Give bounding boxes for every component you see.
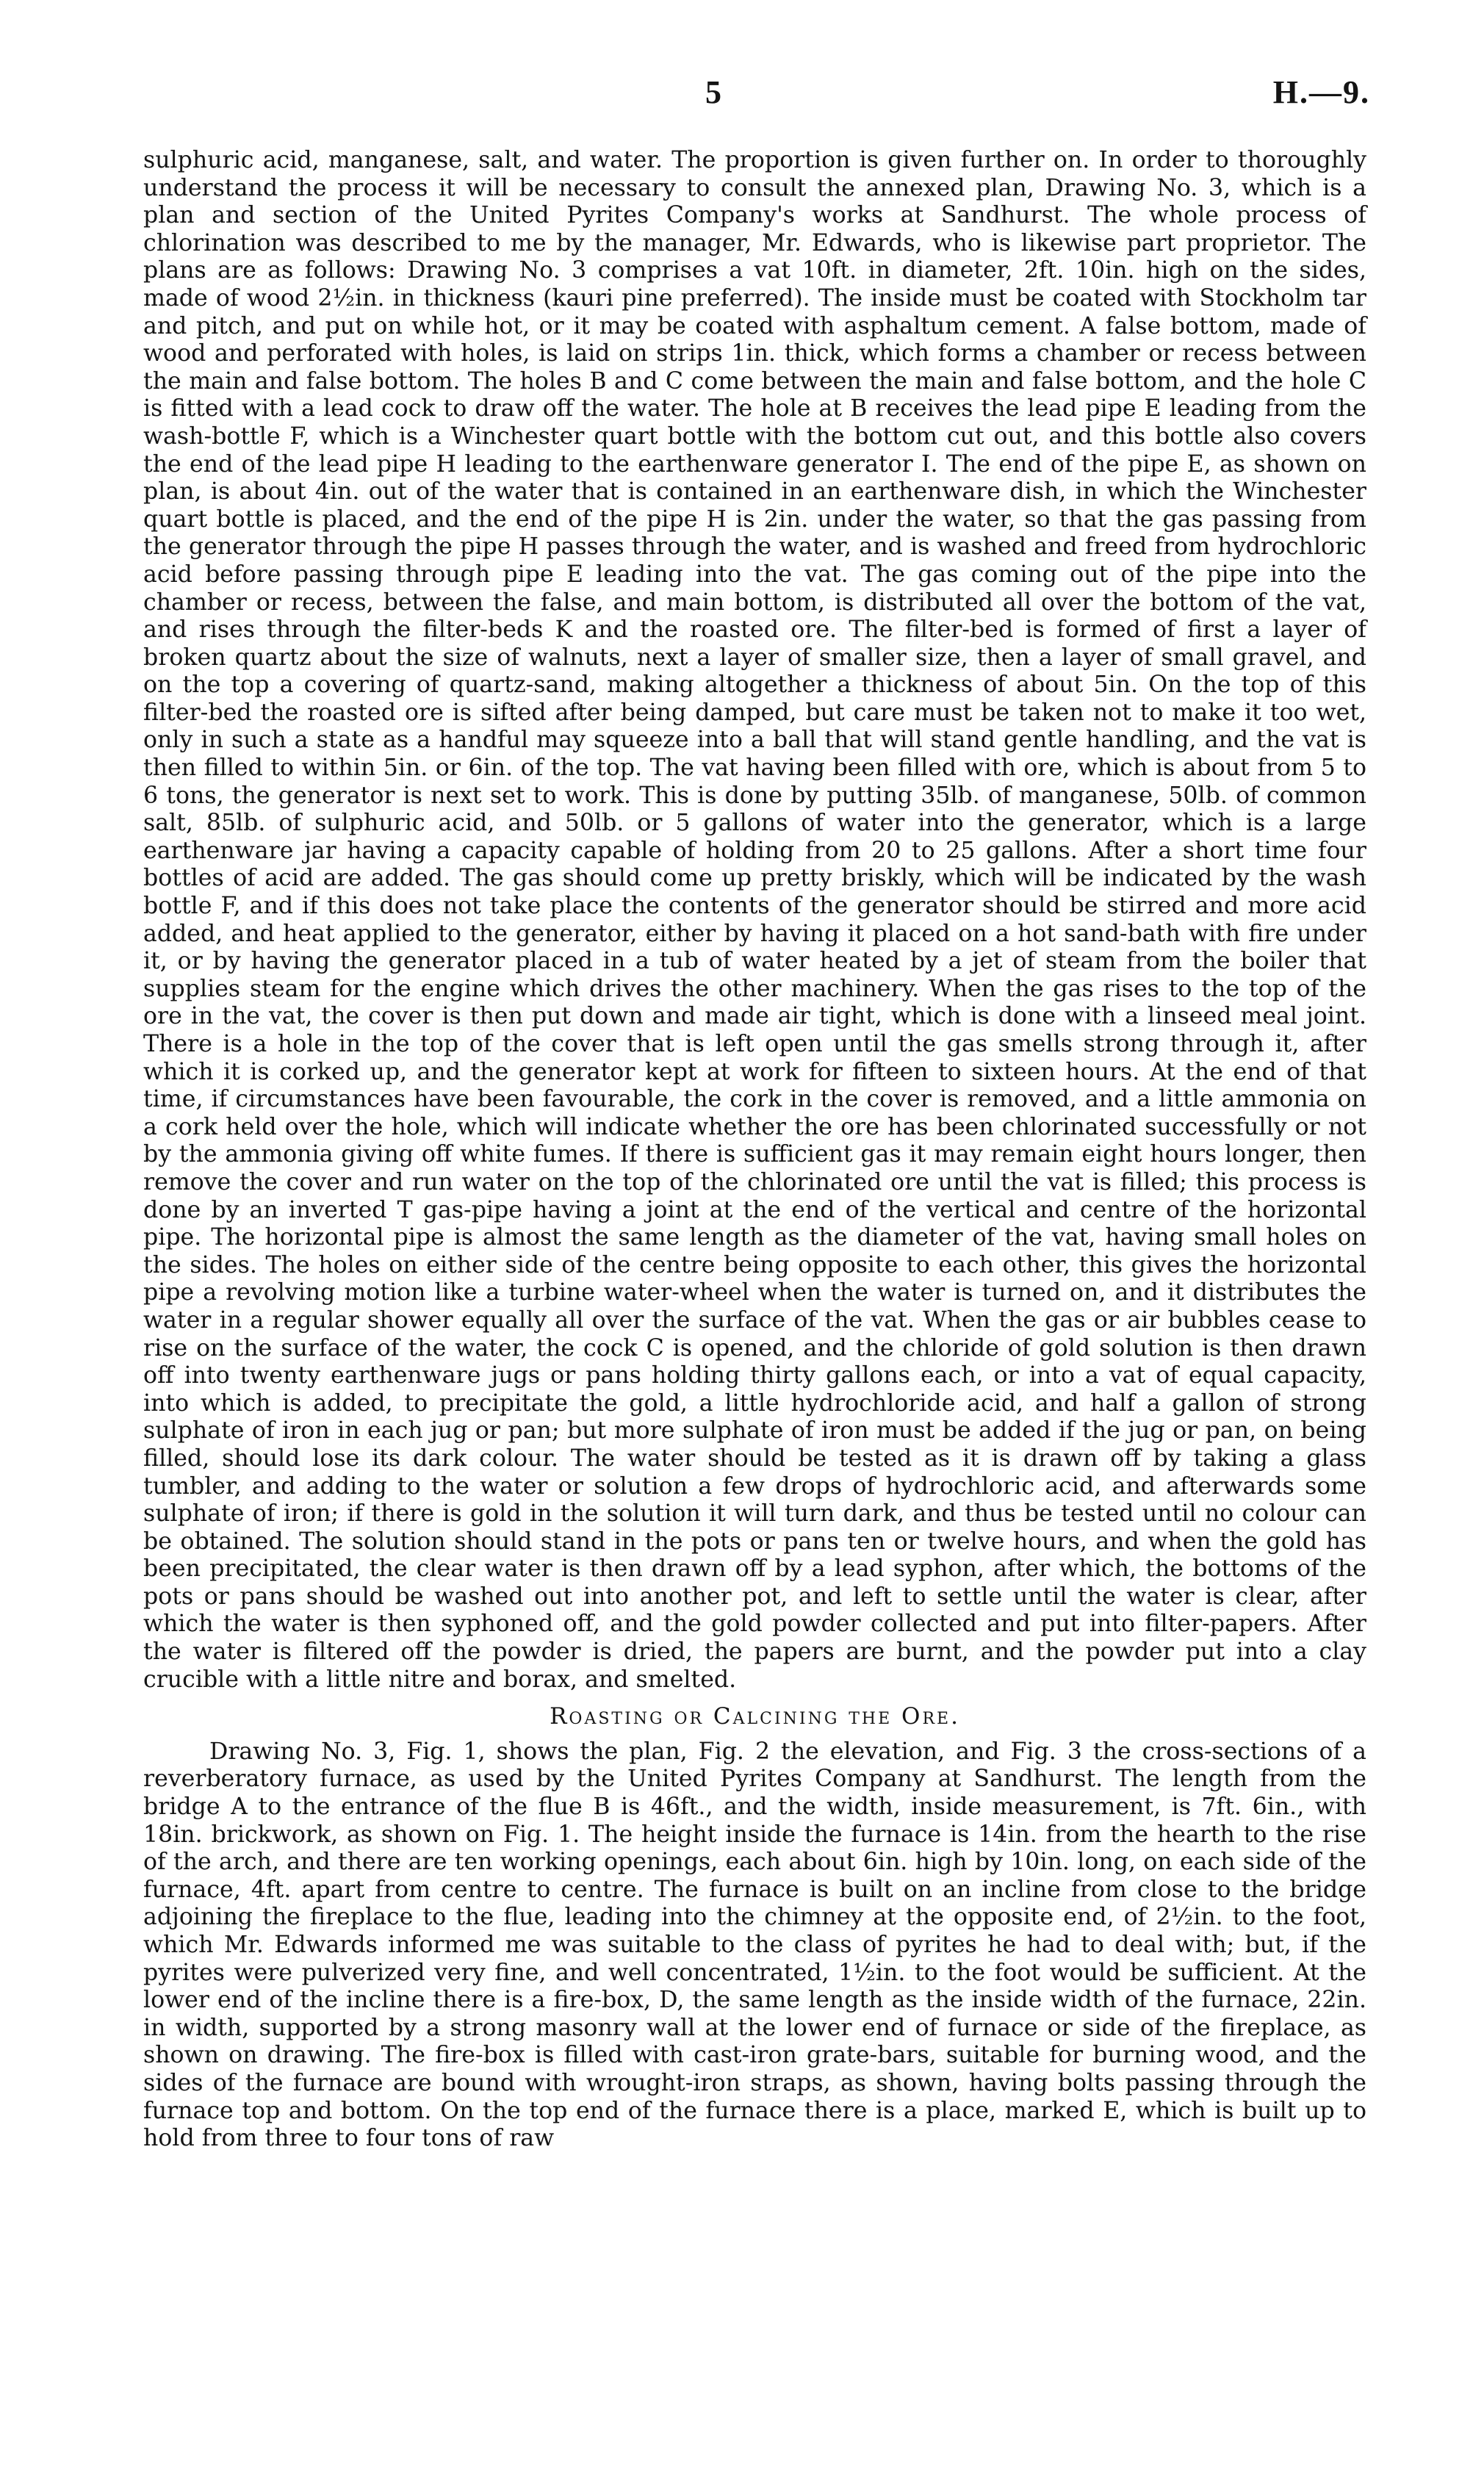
paragraph-indent xyxy=(143,1738,209,1765)
document-reference: H.—9. xyxy=(1272,74,1370,110)
paragraph-roasting-text: Drawing No. 3, Fig. 1, shows the plan, Fig. 2 the elevation, and Fig. 3 the cross-sections of a reverberatory furnace, as used by the United Pyrites Company at Sandhurst. The length from the bridge A to the entrance of the flue B is 46ft., and the width, inside measurement, is 7ft. 6in., with 18in. brickwork, as shown on Fig. 1. The height inside the furnace is 14in. from the hearth to the rise of the arch, and there are ten working openings, each about 6in. high by 10in. long, on each side of the furnace, 4ft. apart from centre to centre. The furnace is built on an incline from close to the bridge adjoining the fireplace to the flue, leading into the chimney at the opposite end, of 2½in. to the foot, which Mr. Edwards informed me was suitable to the class of pyrites he had to deal with; but, if the pyrites were pulverized very fine, and well concentrated, 1½in. to the foot would be sufficient. At the lower end of the incline there is a fire-box, D, the same length as the inside width of the furnace, 22in. in width, supported by a strong masonry wall at the lower end of furnace or side of the fireplace, as shown on drawing. The fire-box is filled with cast-iron grate-bars, suitable for burning wood, and the sides of the furnace are bound with wrought-iron straps, as shown, having bolts passing through the furnace top and bottom. On the top end of the furnace there is a place, marked E, which is built up to hold from three to four tons of raw xyxy=(143,1738,1366,2152)
paragraph-roasting-furnace xyxy=(143,1738,1366,2153)
page-number: 5 xyxy=(705,74,722,110)
section-heading-roasting: Roasting or Calcining the Ore. xyxy=(550,1703,960,1730)
page-header xyxy=(0,73,1484,118)
paragraph-chlorination-process: sulphuric acid, manganese, salt, and water. The proportion is given further on. In order to thoroughly understand the process it will be necessary to consult the annexed plan, Drawing No. 3, which is a plan and section of the United Pyrites Company's works at Sandhurst. The whole process of chlorination was described to me by the manager, Mr. Edwards, who is likewise part proprietor. The plans are as follows: Drawing No. 3 comprises a vat 10ft. in diameter, 2ft. 10in. high on the sides, made of wood 2½in. in thickness (kauri pine preferred). The inside must be coated with Stockholm tar and pitch, and put on while hot, or it may be coated with asphaltum cement. A false bottom, made of wood and perforated with holes, is laid on strips 1in. thick, which forms a chamber or recess between the main and false bottom. The holes B and C come between the main and false bottom, and the hole C is fitted with a lead cock to draw off the water. The hole at B receives the lead pipe E leading from the wash-bottle F, which is a Winchester quart bottle with the bottom cut out, and this bottle also covers the end of the lead pipe H leading to the earthenware generator I. The end of the pipe E, as shown on plan, is about 4in. out of the water that is contained in an earthenware dish, in which the Winchester quart bottle is placed, and the end of the pipe H is 2in. under the water, so that the gas passing from the generator through the pipe H passes through the water, and is washed and freed from hydrochloric acid before passing through pipe E leading into the vat. The gas coming out of the pipe into the chamber or recess, between the false, and main bottom, is distributed all over the bottom of the vat, and rises through the filter-beds K and the roasted ore. The filter-bed is formed of first a layer of broken quartz about the size of walnuts, next a layer of smaller size, then a layer of small gravel, and on the top a covering of quartz-sand, making altogether a thickness of about 5in. On the top of this filter-bed the roasted ore is sifted after being damped, but care must be taken not to make it too wet, only in such a state as a handful may squeeze into a ball that will stand gentle handling, and the vat is then filled to within 5in. or 6in. of the top. The vat having been filled with ore, which is about from 5 to 6 tons, the generator is next set to work. This is done by putting 35lb. of manganese, 50lb. of common salt, 85lb. of sulphuric acid, and 50lb. or 5 gallons of water into the generator, which is a large earthenware jar having a capacity capable of holding from 20 to 25 gallons. After a short time four bottles of acid are added. The gas should come up pretty briskly, which will be indicated by the wash bottle F, and if this does not take place the contents of the generator should be stirred and more acid added, and heat applied to the generator, either by having it placed on a hot sand-bath with fire under it, or by having the generator placed in a tub of water heated by a jet of steam from the boiler that supplies steam for the engine which drives the other machinery. When the gas rises to the top of the ore in the vat, the cover is then put down and made air tight, which is done with a linseed meal joint. There is a hole in the top of the cover that is left open until the gas smells strong through it, after which it is corked up, and the generator kept at work for fifteen to sixteen hours. At the end of that time, if circumstances have been favourable, the cork in the cover is removed, and a little ammonia on a cork held over the hole, which will indicate whether the ore has been chlorinated successfully or not by the ammonia giving off white fumes. If there is sufficient gas it may remain eight hours longer, then remove the cover and run water on the top of the chlorinated ore until the vat is filled; this process is done by an inverted T gas-pipe having a joint at the end of the vertical and centre of the horizontal pipe. The horizontal pipe is almost the same length as the diameter of the vat, having small holes on the sides. The holes on either side of the centre being opposite to each other, this gives the horizontal pipe a revolving motion like a turbine water-wheel when the water is turned on, and it distributes the water in a regular shower equally all over the surface of the vat. When the gas or air bubbles cease to rise on the surface of the water, the cock C is opened, and the chloride of gold solution is then drawn off into twenty earthenware jugs or pans holding thirty gallons each, or into a vat of equal capacity, into which is added, to precipitate the gold, a little hydrochloride acid, and half a gallon of strong sulphate of iron in each jug or pan; but more sulphate of iron must be added if the jug or pan, on being filled, should lose its dark colour. The water should be tested as it is drawn off by taking a glass tumbler, and adding to the water or solution a few drops of hydrochloric acid, and afterwards some sulphate of iron; if there is gold in the solution it will turn dark, and thus be tested until no colour can be obtained. The solution should stand in the pots or pans ten or twelve hours, and when the gold has been precipitated, the clear water is then drawn off by a lead syphon, after which, the bottoms of the pots or pans should be washed out into another pot, and left to settle until the water is clear, after which the water is then syphoned off, and the gold powder collected and put into filter-papers. After the water is filtered off the powder is dried, the papers are burnt, and the powder put into a clay crucible with a little nitre and borax, and smelted. xyxy=(143,147,1366,1693)
body-text xyxy=(143,147,1366,2153)
